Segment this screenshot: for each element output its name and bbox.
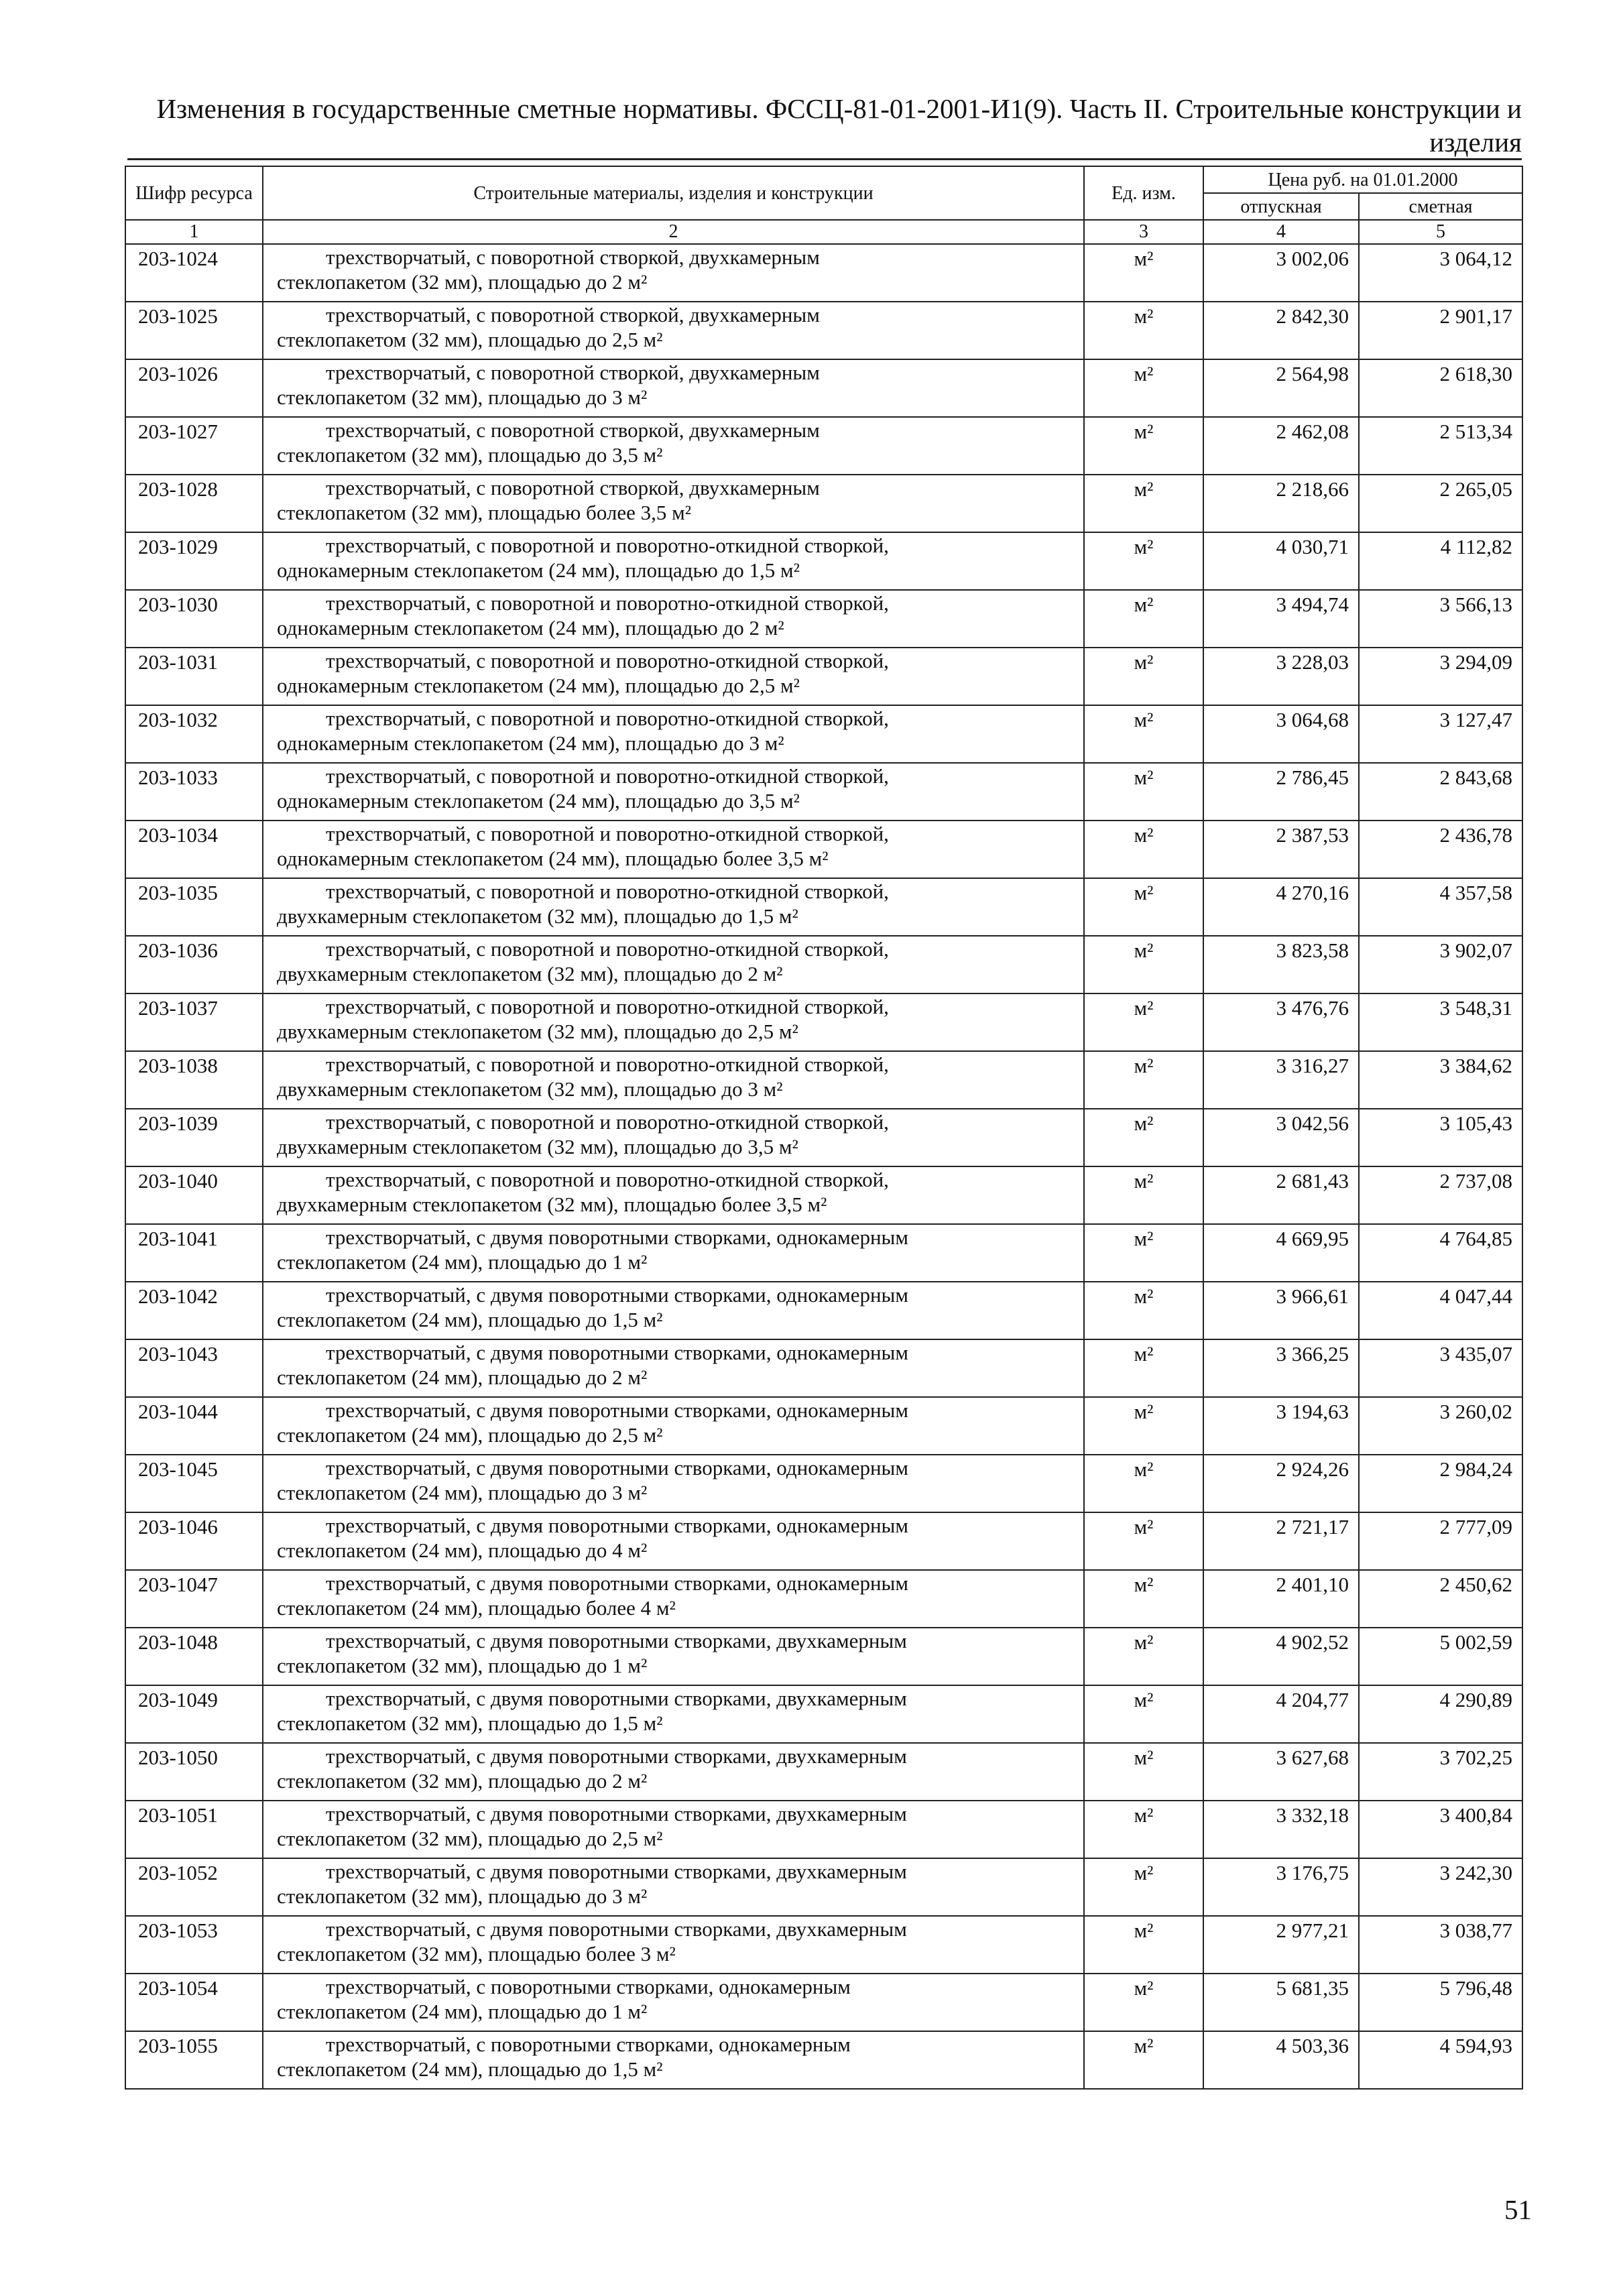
price-estimate: 4 290,89 xyxy=(1359,1685,1522,1743)
table-row xyxy=(125,821,1522,878)
price-estimate: 2 843,68 xyxy=(1359,763,1522,821)
table-row xyxy=(125,1109,1522,1166)
resource-code: 203-1047 xyxy=(125,1570,263,1628)
table-row xyxy=(125,705,1522,763)
price-estimate: 4 357,58 xyxy=(1359,878,1522,936)
unit: м² xyxy=(1084,359,1203,417)
unit: м² xyxy=(1084,1570,1203,1628)
price-estimate: 4 764,85 xyxy=(1359,1224,1522,1282)
table-row xyxy=(125,590,1522,648)
resource-code: 203-1051 xyxy=(125,1801,263,1858)
unit: м² xyxy=(1084,1858,1203,1916)
table-row xyxy=(125,359,1522,417)
description-line2: стеклопакетом (32 мм), площадью до 3 м² xyxy=(277,1884,648,1908)
col-header-name: Строительные материалы, изделия и конструкции xyxy=(263,166,1084,220)
description-line2: стеклопакетом (24 мм), площадью до 1,5 м² xyxy=(277,2057,663,2081)
price-estimate: 2 265,05 xyxy=(1359,475,1522,532)
description-line2: стеклопакетом (32 мм), площадью более 3 м² xyxy=(277,1942,676,1966)
price-release: 4 030,71 xyxy=(1203,532,1359,590)
description-line2: двухкамерным стеклопакетом (32 мм), площадью до 2,5 м² xyxy=(277,1020,798,1043)
price-release: 2 786,45 xyxy=(1203,763,1359,821)
col-header-unit: Ед. изм. xyxy=(1084,166,1203,220)
material-description xyxy=(263,1916,1084,1974)
description-line2: однокамерным стеклопакетом (24 мм), площадью более 3,5 м² xyxy=(277,847,829,870)
material-description xyxy=(263,821,1084,878)
description-line1: трехстворчатый, с поворотной и поворотно-откидной створкой, xyxy=(326,1110,889,1134)
resource-code: 203-1034 xyxy=(125,821,263,878)
description-line2: однокамерным стеклопакетом (24 мм), площадью до 2 м² xyxy=(277,616,784,640)
material-description xyxy=(263,993,1084,1051)
material-description xyxy=(263,1685,1084,1743)
table-row xyxy=(125,1570,1522,1628)
price-estimate: 2 618,30 xyxy=(1359,359,1522,417)
description-line2: стеклопакетом (32 мм), площадью до 2,5 м² xyxy=(277,1827,663,1850)
price-release: 4 503,36 xyxy=(1203,2031,1359,2089)
material-description xyxy=(263,1628,1084,1685)
price-release: 2 564,98 xyxy=(1203,359,1359,417)
table-row xyxy=(125,417,1522,475)
material-description xyxy=(263,705,1084,763)
description-line1: трехстворчатый, с поворотной створкой, двухкамерным xyxy=(326,245,820,269)
description-line1: трехстворчатый, с поворотной и поворотно-откидной створкой, xyxy=(326,591,889,615)
price-release: 2 401,10 xyxy=(1203,1570,1359,1628)
price-release: 3 494,74 xyxy=(1203,590,1359,648)
price-release: 3 966,61 xyxy=(1203,1282,1359,1339)
unit: м² xyxy=(1084,993,1203,1051)
price-release: 2 462,08 xyxy=(1203,417,1359,475)
col-header-price-release: отпускная xyxy=(1203,193,1359,220)
col-number: 1 xyxy=(125,220,263,244)
resource-code: 203-1028 xyxy=(125,475,263,532)
price-table xyxy=(125,166,1523,2090)
price-estimate: 2 513,34 xyxy=(1359,417,1522,475)
unit: м² xyxy=(1084,763,1203,821)
description-line2: стеклопакетом (32 мм), площадью более 3,5 м² xyxy=(277,501,692,524)
description-line2: стеклопакетом (32 мм), площадью до 1,5 м² xyxy=(277,1711,663,1735)
unit: м² xyxy=(1084,1512,1203,1570)
resource-code: 203-1035 xyxy=(125,878,263,936)
material-description xyxy=(263,1743,1084,1801)
description-line2: двухкамерным стеклопакетом (32 мм), площадью до 3,5 м² xyxy=(277,1135,798,1158)
unit: м² xyxy=(1084,417,1203,475)
description-line2: однокамерным стеклопакетом (24 мм), площадью до 2,5 м² xyxy=(277,674,800,697)
unit: м² xyxy=(1084,1455,1203,1512)
unit: м² xyxy=(1084,2031,1203,2089)
description-line2: стеклопакетом (24 мм), площадью более 4 м² xyxy=(277,1596,676,1620)
description-line2: стеклопакетом (32 мм), площадью до 2,5 м² xyxy=(277,328,663,351)
price-estimate: 3 435,07 xyxy=(1359,1339,1522,1397)
description-line1: трехстворчатый, с поворотной и поворотно-откидной створкой, xyxy=(326,880,889,903)
material-description xyxy=(263,648,1084,705)
price-estimate: 3 105,43 xyxy=(1359,1109,1522,1166)
description-line2: двухкамерным стеклопакетом (32 мм), площадью до 1,5 м² xyxy=(277,904,798,928)
price-release: 2 681,43 xyxy=(1203,1166,1359,1224)
material-description xyxy=(263,1166,1084,1224)
resource-code: 203-1030 xyxy=(125,590,263,648)
resource-code: 203-1043 xyxy=(125,1339,263,1397)
price-estimate: 4 594,93 xyxy=(1359,2031,1522,2089)
description-line2: двухкамерным стеклопакетом (32 мм), площадью до 2 м² xyxy=(277,962,783,985)
col-header-price-estimate: сметная xyxy=(1359,193,1522,220)
price-release: 2 924,26 xyxy=(1203,1455,1359,1512)
material-description xyxy=(263,417,1084,475)
description-line1: трехстворчатый, с двумя поворотными створками, двухкамерным xyxy=(326,1802,907,1825)
description-line2: стеклопакетом (24 мм), площадью до 3 м² xyxy=(277,1481,648,1504)
description-line1: трехстворчатый, с поворотной створкой, двухкамерным xyxy=(326,361,820,384)
resource-code: 203-1033 xyxy=(125,763,263,821)
material-description xyxy=(263,475,1084,532)
description-line1: трехстворчатый, с двумя поворотными створками, двухкамерным xyxy=(326,1687,907,1710)
price-estimate: 2 737,08 xyxy=(1359,1166,1522,1224)
price-estimate: 4 112,82 xyxy=(1359,532,1522,590)
material-description xyxy=(263,1397,1084,1455)
price-release: 2 218,66 xyxy=(1203,475,1359,532)
unit: м² xyxy=(1084,590,1203,648)
price-release: 4 270,16 xyxy=(1203,878,1359,936)
table-row xyxy=(125,1455,1522,1512)
price-release: 3 228,03 xyxy=(1203,648,1359,705)
price-release: 3 002,06 xyxy=(1203,244,1359,302)
resource-code: 203-1050 xyxy=(125,1743,263,1801)
description-line1: трехстворчатый, с двумя поворотными створками, двухкамерным xyxy=(326,1744,907,1768)
table-row xyxy=(125,1974,1522,2031)
price-release: 2 721,17 xyxy=(1203,1512,1359,1570)
material-description xyxy=(263,1109,1084,1166)
table-row xyxy=(125,244,1522,302)
description-line1: трехстворчатый, с двумя поворотными створками, двухкамерным xyxy=(326,1917,907,1941)
material-description xyxy=(263,878,1084,936)
resource-code: 203-1027 xyxy=(125,417,263,475)
resource-code: 203-1039 xyxy=(125,1109,263,1166)
description-line1: трехстворчатый, с двумя поворотными створками, однокамерным xyxy=(326,1225,908,1249)
unit: м² xyxy=(1084,1628,1203,1685)
price-release: 3 194,63 xyxy=(1203,1397,1359,1455)
table-row xyxy=(125,648,1522,705)
unit: м² xyxy=(1084,1974,1203,2031)
price-estimate: 3 260,02 xyxy=(1359,1397,1522,1455)
price-estimate: 3 127,47 xyxy=(1359,705,1522,763)
material-description xyxy=(263,244,1084,302)
price-estimate: 4 047,44 xyxy=(1359,1282,1522,1339)
resource-code: 203-1026 xyxy=(125,359,263,417)
description-line1: трехстворчатый, с поворотной и поворотно-откидной створкой, xyxy=(326,649,889,672)
description-line2: однокамерным стеклопакетом (24 мм), площадью до 3,5 м² xyxy=(277,789,800,812)
table-row xyxy=(125,1685,1522,1743)
description-line2: стеклопакетом (24 мм), площадью до 2 м² xyxy=(277,1366,648,1389)
unit: м² xyxy=(1084,648,1203,705)
unit: м² xyxy=(1084,1339,1203,1397)
unit: м² xyxy=(1084,1801,1203,1858)
price-release: 3 476,76 xyxy=(1203,993,1359,1051)
material-description xyxy=(263,1974,1084,2031)
page-number: 51 xyxy=(1504,2194,1532,2225)
price-release: 4 669,95 xyxy=(1203,1224,1359,1282)
table-row xyxy=(125,878,1522,936)
price-estimate: 3 038,77 xyxy=(1359,1916,1522,1974)
table-row xyxy=(125,532,1522,590)
price-release: 3 064,68 xyxy=(1203,705,1359,763)
resource-code: 203-1044 xyxy=(125,1397,263,1455)
price-release: 5 681,35 xyxy=(1203,1974,1359,2031)
description-line2: стеклопакетом (24 мм), площадью до 1 м² xyxy=(277,2000,648,2023)
price-release: 4 902,52 xyxy=(1203,1628,1359,1685)
description-line1: трехстворчатый, с поворотной створкой, двухкамерным xyxy=(326,303,820,326)
resource-code: 203-1053 xyxy=(125,1916,263,1974)
resource-code: 203-1046 xyxy=(125,1512,263,1570)
description-line1: трехстворчатый, с поворотной створкой, двухкамерным xyxy=(326,418,820,442)
description-line2: двухкамерным стеклопакетом (32 мм), площадью более 3,5 м² xyxy=(277,1193,827,1216)
description-line1: трехстворчатый, с двумя поворотными створками, однокамерным xyxy=(326,1398,908,1422)
table-row xyxy=(125,302,1522,359)
resource-code: 203-1042 xyxy=(125,1282,263,1339)
unit: м² xyxy=(1084,1224,1203,1282)
description-line1: трехстворчатый, с двумя поворотными створками, однокамерным xyxy=(326,1571,908,1595)
price-estimate: 3 702,25 xyxy=(1359,1743,1522,1801)
price-estimate: 2 901,17 xyxy=(1359,302,1522,359)
page-header xyxy=(127,93,1522,158)
resource-code: 203-1041 xyxy=(125,1224,263,1282)
material-description xyxy=(263,1512,1084,1570)
col-number: 3 xyxy=(1084,220,1203,244)
col-header-price: Цена руб. на 01.01.2000 xyxy=(1203,166,1522,193)
unit: м² xyxy=(1084,1282,1203,1339)
table-row xyxy=(125,1051,1522,1109)
price-release: 4 204,77 xyxy=(1203,1685,1359,1743)
resource-code: 203-1040 xyxy=(125,1166,263,1224)
unit: м² xyxy=(1084,878,1203,936)
header-title-line2: изделия xyxy=(1429,127,1522,158)
material-description xyxy=(263,1224,1084,1282)
price-release: 2 387,53 xyxy=(1203,821,1359,878)
description-line1: трехстворчатый, с двумя поворотными створками, однокамерным xyxy=(326,1283,908,1307)
description-line2: двухкамерным стеклопакетом (32 мм), площадью до 3 м² xyxy=(277,1077,783,1101)
material-description xyxy=(263,1282,1084,1339)
table-row xyxy=(125,475,1522,532)
price-estimate: 3 400,84 xyxy=(1359,1801,1522,1858)
resource-code: 203-1045 xyxy=(125,1455,263,1512)
unit: м² xyxy=(1084,475,1203,532)
description-line2: однокамерным стеклопакетом (24 мм), площадью до 3 м² xyxy=(277,731,784,755)
unit: м² xyxy=(1084,532,1203,590)
resource-code: 203-1025 xyxy=(125,302,263,359)
resource-code: 203-1038 xyxy=(125,1051,263,1109)
table-row xyxy=(125,1858,1522,1916)
material-description xyxy=(263,590,1084,648)
resource-code: 203-1037 xyxy=(125,993,263,1051)
unit: м² xyxy=(1084,936,1203,993)
price-estimate: 3 242,30 xyxy=(1359,1858,1522,1916)
unit: м² xyxy=(1084,1685,1203,1743)
description-line2: стеклопакетом (32 мм), площадью до 2 м² xyxy=(277,1769,648,1793)
price-estimate: 3 902,07 xyxy=(1359,936,1522,993)
col-number: 5 xyxy=(1359,220,1522,244)
price-release: 3 366,25 xyxy=(1203,1339,1359,1397)
description-line2: стеклопакетом (32 мм), площадью до 2 м² xyxy=(277,270,648,294)
description-line1: трехстворчатый, с двумя поворотными створками, двухкамерным xyxy=(326,1629,907,1652)
material-description xyxy=(263,936,1084,993)
table-row xyxy=(125,1628,1522,1685)
description-line1: трехстворчатый, с поворотной и поворотно-откидной створкой, xyxy=(326,534,889,557)
resource-code: 203-1055 xyxy=(125,2031,263,2089)
table-row xyxy=(125,1166,1522,1224)
description-line1: трехстворчатый, с поворотной и поворотно-откидной створкой, xyxy=(326,937,889,961)
col-number: 2 xyxy=(263,220,1084,244)
table-row xyxy=(125,1397,1522,1455)
resource-code: 203-1036 xyxy=(125,936,263,993)
description-line1: трехстворчатый, с двумя поворотными створками, однокамерным xyxy=(326,1341,908,1364)
resource-code: 203-1049 xyxy=(125,1685,263,1743)
price-estimate: 3 064,12 xyxy=(1359,244,1522,302)
resource-code: 203-1052 xyxy=(125,1858,263,1916)
price-release: 3 176,75 xyxy=(1203,1858,1359,1916)
price-release: 3 042,56 xyxy=(1203,1109,1359,1166)
table-row xyxy=(125,1512,1522,1570)
description-line1: трехстворчатый, с поворотной и поворотно-откидной створкой, xyxy=(326,1168,889,1191)
price-release: 2 842,30 xyxy=(1203,302,1359,359)
unit: м² xyxy=(1084,1397,1203,1455)
table-row xyxy=(125,2031,1522,2089)
price-estimate: 3 294,09 xyxy=(1359,648,1522,705)
price-release: 3 332,18 xyxy=(1203,1801,1359,1858)
table-row xyxy=(125,1339,1522,1397)
table-row xyxy=(125,993,1522,1051)
description-line1: трехстворчатый, с поворотной и поворотно-откидной створкой, xyxy=(326,995,889,1018)
description-line1: трехстворчатый, с поворотной и поворотно-откидной створкой, xyxy=(326,822,889,845)
unit: м² xyxy=(1084,1166,1203,1224)
material-description xyxy=(263,1801,1084,1858)
description-line2: стеклопакетом (32 мм), площадью до 3,5 м² xyxy=(277,443,663,467)
description-line2: стеклопакетом (32 мм), площадью до 1 м² xyxy=(277,1654,648,1677)
description-line1: трехстворчатый, с поворотной и поворотно-откидной створкой, xyxy=(326,764,889,788)
description-line1: трехстворчатый, с поворотными створками, однокамерным xyxy=(326,2033,851,2056)
resource-code: 203-1031 xyxy=(125,648,263,705)
price-release: 3 627,68 xyxy=(1203,1743,1359,1801)
unit: м² xyxy=(1084,1743,1203,1801)
col-header-code: Шифр ресурса xyxy=(125,166,263,220)
description-line2: стеклопакетом (24 мм), площадью до 4 м² xyxy=(277,1538,648,1562)
resource-code: 203-1054 xyxy=(125,1974,263,2031)
unit: м² xyxy=(1084,302,1203,359)
material-description xyxy=(263,1858,1084,1916)
unit: м² xyxy=(1084,821,1203,878)
table-row xyxy=(125,936,1522,993)
material-description xyxy=(263,1570,1084,1628)
description-line1: трехстворчатый, с поворотной створкой, двухкамерным xyxy=(326,476,820,499)
price-estimate: 3 384,62 xyxy=(1359,1051,1522,1109)
material-description xyxy=(263,359,1084,417)
description-line1: трехстворчатый, с поворотной и поворотно-откидной створкой, xyxy=(326,707,889,730)
material-description xyxy=(263,1051,1084,1109)
description-line2: стеклопакетом (24 мм), площадью до 2,5 м² xyxy=(277,1423,663,1447)
price-estimate: 5 002,59 xyxy=(1359,1628,1522,1685)
material-description xyxy=(263,763,1084,821)
price-estimate: 2 777,09 xyxy=(1359,1512,1522,1570)
resource-code: 203-1024 xyxy=(125,244,263,302)
header-rule xyxy=(127,158,1522,160)
description-line2: однокамерным стеклопакетом (24 мм), площадью до 1,5 м² xyxy=(277,558,800,582)
price-release: 2 977,21 xyxy=(1203,1916,1359,1974)
unit: м² xyxy=(1084,705,1203,763)
description-line1: трехстворчатый, с двумя поворотными створками, двухкамерным xyxy=(326,1860,907,1883)
unit: м² xyxy=(1084,1051,1203,1109)
material-description xyxy=(263,1455,1084,1512)
description-line1: трехстворчатый, с двумя поворотными створками, однокамерным xyxy=(326,1514,908,1537)
unit: м² xyxy=(1084,1916,1203,1974)
resource-code: 203-1029 xyxy=(125,532,263,590)
unit: м² xyxy=(1084,1109,1203,1166)
table-row xyxy=(125,1801,1522,1858)
table-row xyxy=(125,1224,1522,1282)
material-description xyxy=(263,302,1084,359)
description-line1: трехстворчатый, с двумя поворотными створками, однокамерным xyxy=(326,1456,908,1479)
description-line2: стеклопакетом (24 мм), площадью до 1 м² xyxy=(277,1250,648,1274)
material-description xyxy=(263,532,1084,590)
description-line2: стеклопакетом (24 мм), площадью до 1,5 м² xyxy=(277,1308,663,1331)
description-line1: трехстворчатый, с поворотной и поворотно-откидной створкой, xyxy=(326,1052,889,1076)
resource-code: 203-1048 xyxy=(125,1628,263,1685)
price-estimate: 3 548,31 xyxy=(1359,993,1522,1051)
resource-code: 203-1032 xyxy=(125,705,263,763)
price-estimate: 2 436,78 xyxy=(1359,821,1522,878)
price-estimate: 2 450,62 xyxy=(1359,1570,1522,1628)
price-estimate: 5 796,48 xyxy=(1359,1974,1522,2031)
table-row xyxy=(125,1743,1522,1801)
description-line2: стеклопакетом (32 мм), площадью до 3 м² xyxy=(277,385,648,409)
unit: м² xyxy=(1084,244,1203,302)
table-row xyxy=(125,763,1522,821)
price-release: 3 316,27 xyxy=(1203,1051,1359,1109)
material-description xyxy=(263,2031,1084,2089)
material-description xyxy=(263,1339,1084,1397)
header-title-line1: Изменения в государственные сметные нормативы. ФССЦ-81-01-2001-И1(9). Часть II. Строительные конструкции и xyxy=(156,93,1522,124)
price-estimate: 3 566,13 xyxy=(1359,590,1522,648)
table-row xyxy=(125,1916,1522,1974)
description-line1: трехстворчатый, с поворотными створками, однокамерным xyxy=(326,1975,851,1998)
col-number: 4 xyxy=(1203,220,1359,244)
price-release: 3 823,58 xyxy=(1203,936,1359,993)
table-row xyxy=(125,1282,1522,1339)
price-estimate: 2 984,24 xyxy=(1359,1455,1522,1512)
